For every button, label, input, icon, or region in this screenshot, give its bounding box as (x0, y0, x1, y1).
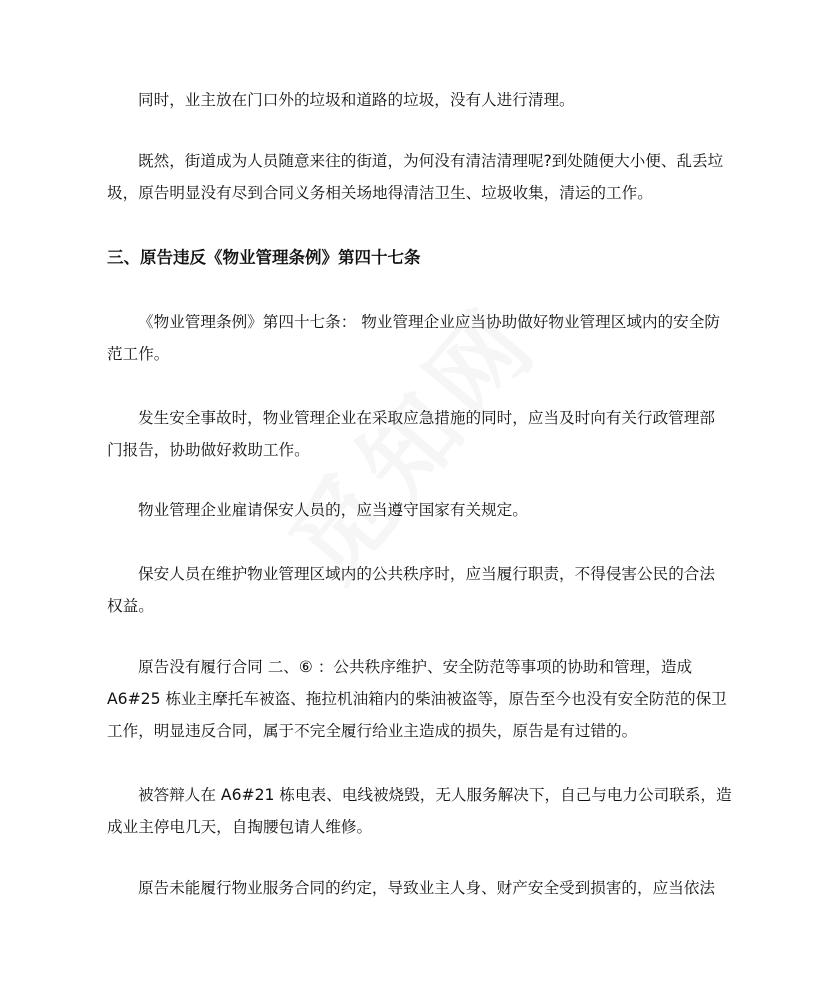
heading-text: 三、原告违反《物业管理条例》第四十七条 (107, 248, 421, 267)
paragraph (107, 872, 727, 904)
text-line: 圾，原告明显没有尽到合同义务相关场地得清洁卫生、垃圾收集，清运的工作。 (107, 184, 653, 202)
paragraph (107, 84, 727, 116)
text-line: A6#25 栋业主摩托车被盗、拖拉机油箱内的柴油被盗等，原告至今也没有安全防范的保卫 (107, 690, 727, 708)
paragraph (107, 306, 727, 370)
paragraph (107, 779, 732, 843)
paragraph (107, 494, 727, 526)
text-line: 门报告，协助做好救助工作。 (107, 441, 310, 459)
section-heading (107, 242, 727, 274)
paragraph (107, 145, 727, 209)
text-line: 保安人员在维护物业管理区域内的公共秩序时，应当履行职责，不得侵害公民的合法 (138, 565, 715, 583)
paragraph (107, 651, 727, 747)
text-line: 被答辩人在 A6#21 栋电表、电线被烧毁，无人服务解决下，自己与电力公司联系，造 (138, 786, 732, 804)
text-line: 原告未能履行物业服务合同的约定，导致业主人身、财产安全受到损害的，应当依法 (138, 879, 715, 897)
text-line: 发生安全事故时，物业管理企业在采取应急措施的同时，应当及时向有关行政管理部 (138, 409, 715, 427)
text-line: 范工作。 (107, 345, 170, 363)
text-line: 同时，业主放在门口外的垃圾和道路的垃圾，没有人进行清理。 (138, 91, 575, 109)
text-line: 原告没有履行合同 二、⑥ ：公共秩序维护、安全防范等事项的协助和管理，造成 (138, 658, 693, 676)
text-line: 权益。 (107, 597, 154, 615)
paragraph (107, 558, 727, 622)
text-line: 既然，街道成为人员随意来往的街道，为何没有清洁清理呢?到处随便大小便、乱丢垃 (138, 152, 724, 170)
text-line: 物业管理企业雇请保安人员的，应当遵守国家有关规定。 (138, 501, 528, 519)
text-line: 成业主停电几天，自掏腰包请人维修。 (107, 818, 373, 836)
text-line: 工作，明显违反合同，属于不完全履行给业主造成的损失，原告是有过错的。 (107, 722, 638, 740)
paragraph (107, 402, 727, 466)
text-line: 《物业管理条例》第四十七条： 物业管理企业应当协助做好物业管理区域内的安全防 (138, 313, 720, 331)
